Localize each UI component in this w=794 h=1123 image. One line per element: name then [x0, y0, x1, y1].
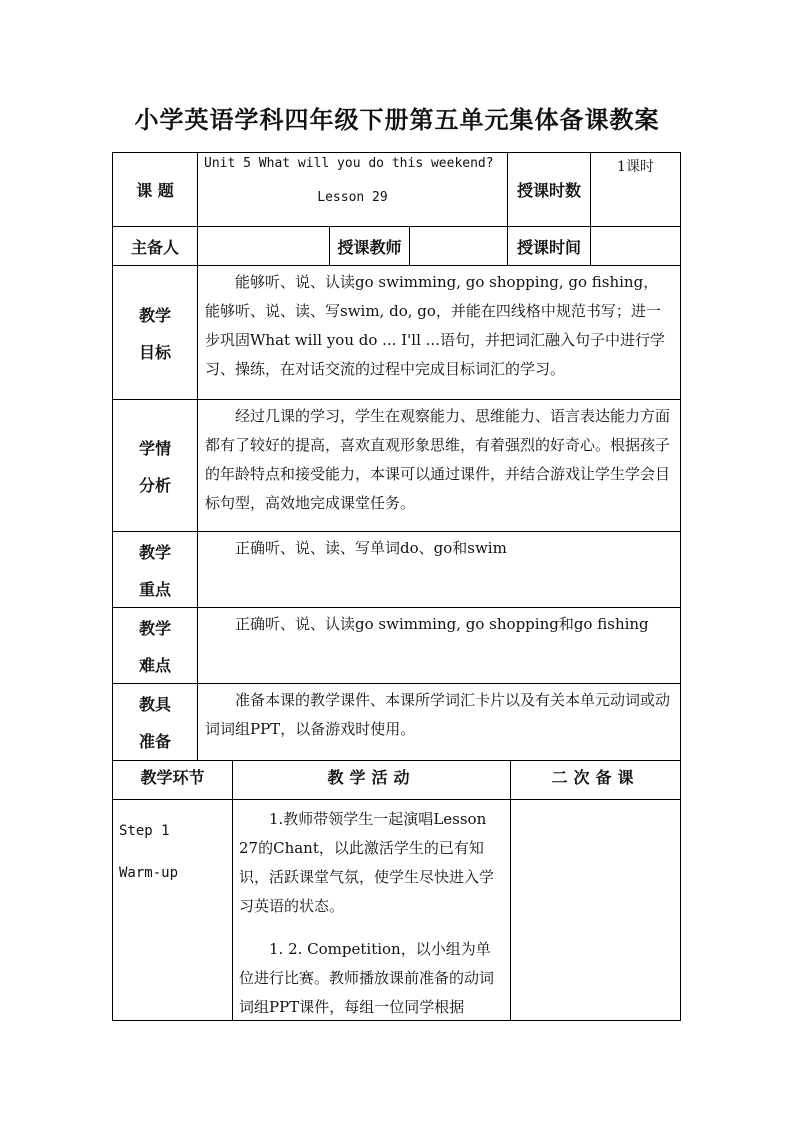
section-label: 教具 准备 [112, 684, 197, 760]
section-row-analysis [112, 399, 681, 531]
lead-label: 主备人 [112, 227, 197, 265]
hours-value: 1课时 [590, 153, 681, 226]
step-name: Step 1 Warm-up [112, 800, 232, 1020]
process-col-revision: 二次备课 [510, 761, 681, 799]
section-label: 学情 分析 [112, 400, 197, 531]
section-text: 经过几课的学习，学生在观察能力、思维能力、语言表达能力方面都有了较好的提高，喜欢直观形象思维，有着强烈的好奇心。根据孩子的年龄特点和接受能力，本课可以通过课件，并结合游戏让学生学会目标句型，高效地完成课堂任务。 [197, 400, 681, 531]
time-value [590, 227, 681, 265]
topic-content [197, 153, 507, 226]
staff-row [112, 226, 681, 265]
lead-value [197, 227, 329, 265]
hours-label: 授课时数 [507, 153, 590, 226]
lesson-plan-table [112, 152, 681, 1021]
unit-title: Unit 5 What will you do this weekend? [204, 156, 494, 171]
step-revision-note [510, 800, 681, 1020]
section-text: 正确听、说、读、写单词do、go和swim [197, 532, 681, 607]
teacher-value [409, 227, 507, 265]
process-col-stage: 教学环节 [112, 761, 232, 799]
process-header-row [112, 760, 681, 799]
section-label: 教学 重点 [112, 532, 197, 607]
teacher-label: 授课教师 [329, 227, 409, 265]
section-text: 能够听、说、认读go swimming, go shopping, go fishing，能够听、说、读、写swim, do, go，并能在四线格中规范书写；进一步巩固What will you do ... I'll ...语句，并把词汇融入句子中进行学习、操练，在对话交流的过程中完成目标词汇的学习。 [197, 266, 681, 399]
lesson-title: Lesson 29 [317, 190, 388, 205]
section-row-keypoints [112, 531, 681, 607]
section-row-objectives [112, 265, 681, 399]
page-title: 小学英语学科四年级下册第五单元集体备课教案 [134, 105, 660, 134]
section-text: 正确听、说、认读go swimming, go shopping和go fishing [197, 608, 681, 683]
section-label: 教学 目标 [112, 266, 197, 399]
section-label: 教学 难点 [112, 608, 197, 683]
step-activity [232, 800, 510, 1020]
activity-paragraph: 1.教师带领学生一起演唱Lesson 27的Chant，以此激活学生的已有知识，活跃课堂气氛，使学生尽快进入学习英语的状态。 [239, 810, 495, 915]
section-row-materials [112, 683, 681, 760]
step-row [112, 799, 681, 1021]
process-col-activity: 教学活动 [232, 761, 510, 799]
section-text: 准备本课的教学课件、本课所学词汇卡片以及有关本单元动词或动词词组PPT，以备游戏时使用。 [197, 684, 681, 760]
activity-paragraph: 1. 2. Competition，以小组为单位进行比赛。教师播放课前准备的动词词组PPT课件，每组一位同学根据 [239, 940, 495, 1016]
topic-row [112, 152, 681, 226]
section-row-difficulties [112, 607, 681, 683]
topic-label: 课 题 [112, 153, 197, 226]
time-label: 授课时间 [507, 227, 590, 265]
